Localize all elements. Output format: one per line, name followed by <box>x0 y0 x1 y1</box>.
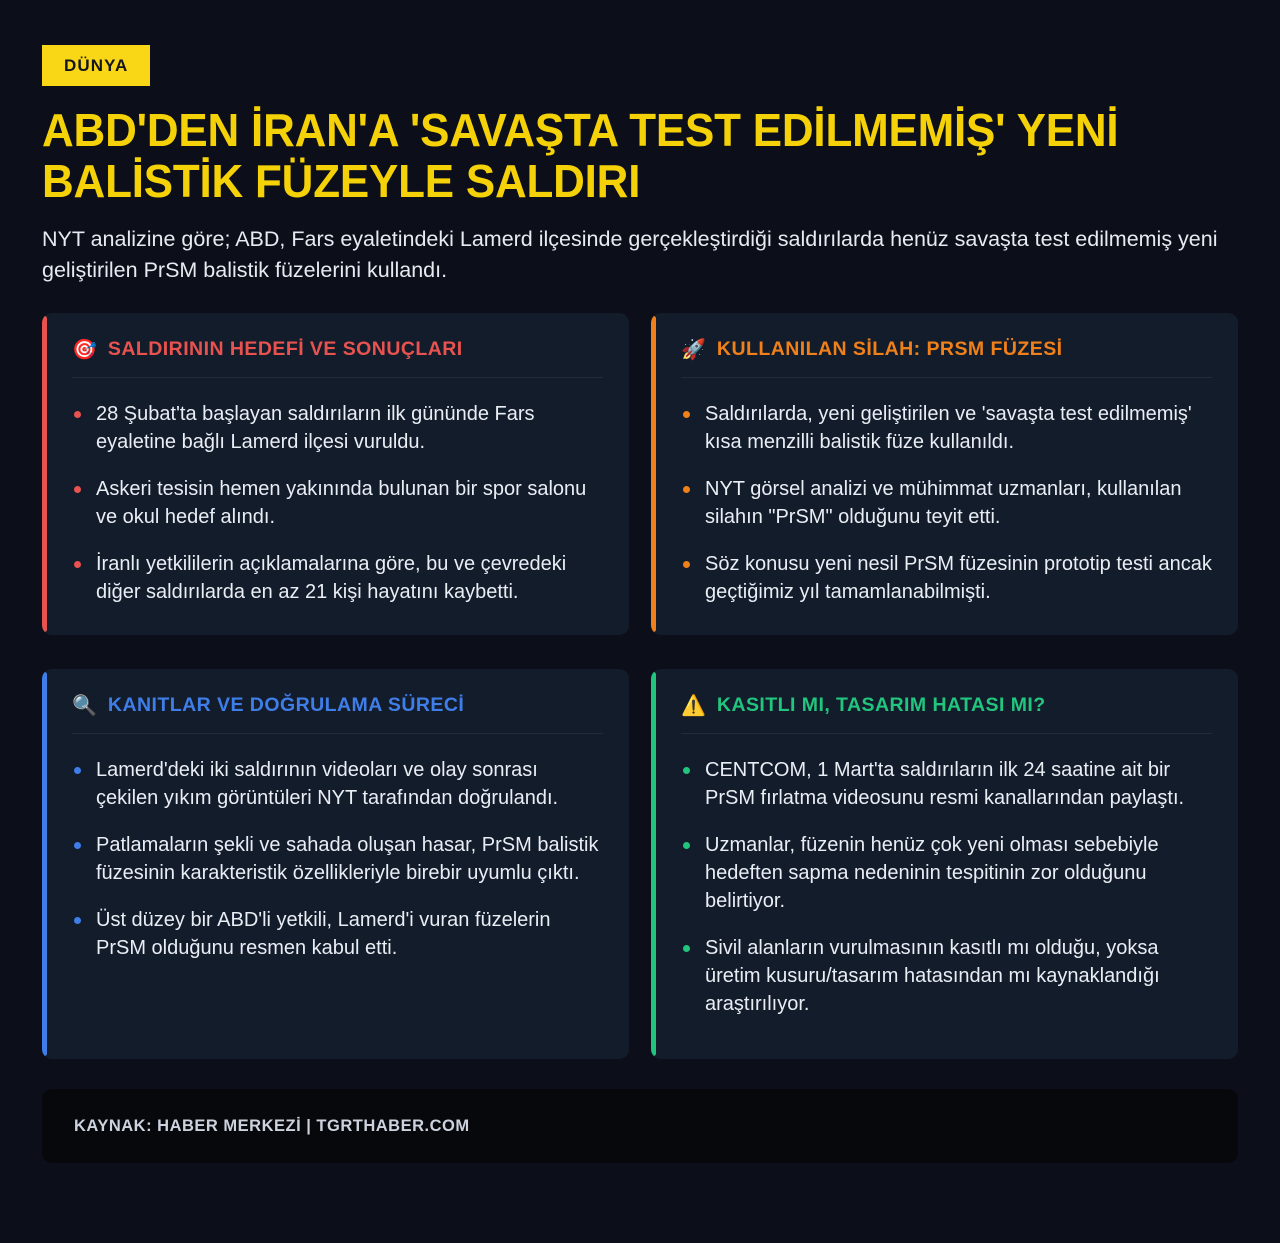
card-accent-bar <box>42 316 47 632</box>
list-item: Saldırılarda, yeni geliştirilen ve 'savaşta test edilmemiş' kısa menzilli balistik füze kullanıldı. <box>681 400 1212 456</box>
list-item: İranlı yetkililerin açıklamalarına göre, bu ve çevredeki diğer saldırılarda en az 21 kişi hayatını kaybetti. <box>72 550 603 606</box>
source-bar <box>42 1089 1238 1163</box>
list-item: Patlamaların şekli ve sahada oluşan hasar, PrSM balistik füzesinin karakteristik özellikleriyle birebir uyumlu çıktı. <box>72 831 603 887</box>
list-item: Lamerd'deki iki saldırının videoları ve olay sonrası çekilen yıkım görüntüleri NYT tarafından doğrulandı. <box>72 756 603 812</box>
card-title: SALDIRININ HEDEFİ VE SONUÇLARI <box>107 338 463 361</box>
card-title: KULLANILAN SİLAH: PRSM FÜZESİ <box>716 338 1063 361</box>
card-kasitli-mi-tasarim-hatasi-mi <box>651 669 1238 1059</box>
list-item: Söz konusu yeni nesil PrSM füzesinin prototip testi ancak geçtiğimiz yıl tamamlanabilmişti. <box>681 550 1212 606</box>
card-header <box>681 695 1212 733</box>
magnifier-icon: 🔍 <box>72 694 97 717</box>
list-item: CENTCOM, 1 Mart'ta saldırıların ilk 24 saatine ait bir PrSM fırlatma videosunu resmi kanallarından paylaştı. <box>681 756 1212 812</box>
card-accent-bar <box>42 672 47 1056</box>
source-text: KAYNAK: HABER MERKEZİ | TGRTHABER.COM <box>74 1116 470 1135</box>
card-saldirinin-hedefi-ve-sonuclari <box>42 313 629 635</box>
list-item: Askeri tesisin hemen yakınında bulunan bir spor salonu ve okul hedef alındı. <box>72 475 603 531</box>
card-grid <box>42 313 1238 1059</box>
standfirst-summary: NYT analizine göre; ABD, Fars eyaletindeki Lamerd ilçesinde gerçekleştirdiği saldırılarda henüz savaşta test edilmemiş yeni geliştirilen PrSM balistik füzelerini kullandı. <box>42 227 1218 282</box>
card-title: KASITLI MI, TASARIM HATASI MI? <box>716 694 1046 717</box>
target-icon: 🎯 <box>72 338 97 361</box>
list-item: NYT görsel analizi ve mühimmat uzmanları, kullanılan silahın "PrSM" olduğunu teyit etti. <box>681 475 1212 531</box>
list-item: 28 Şubat'ta başlayan saldırıların ilk gününde Fars eyaletine bağlı Lamerd ilçesi vuruldu. <box>72 400 603 456</box>
list-item: Uzmanlar, füzenin henüz çok yeni olması sebebiyle hedeften sapma nedeninin tespitinin zor olduğunu belirtiyor. <box>681 831 1212 915</box>
card-header <box>72 695 603 733</box>
card-bullet-list <box>72 734 603 962</box>
card-bullet-list <box>681 378 1212 606</box>
page-title: ABD'DEN İRAN'A 'SAVAŞTA TEST EDİLMEMİŞ' YENİ BALİSTİK FÜZEYLE SALDIRI <box>42 104 1119 207</box>
card-accent-bar <box>651 672 656 1056</box>
card-kullanilan-silah-prsm-fuzesi <box>651 313 1238 635</box>
list-item: Üst düzey bir ABD'li yetkili, Lamerd'i vuran füzelerin PrSM olduğunu resmen kabul etti. <box>72 906 603 962</box>
card-bullet-list <box>681 734 1212 1018</box>
card-header <box>681 339 1212 377</box>
category-badge: DÜNYA <box>42 45 150 86</box>
card-title: KANITLAR VE DOĞRULAMA SÜRECİ <box>107 694 465 717</box>
card-kanitlar-ve-dogrulama-sureci <box>42 669 629 1059</box>
warning-icon: ⚠️ <box>681 694 706 717</box>
rocket-icon: 🚀 <box>681 338 706 361</box>
card-bullet-list <box>72 378 603 606</box>
list-item: Sivil alanların vurulmasının kasıtlı mı olduğu, yoksa üretim kusuru/tasarım hatasından mı kaynaklandığı araştırılıyor. <box>681 934 1212 1018</box>
card-header <box>72 339 603 377</box>
card-accent-bar <box>651 316 656 632</box>
